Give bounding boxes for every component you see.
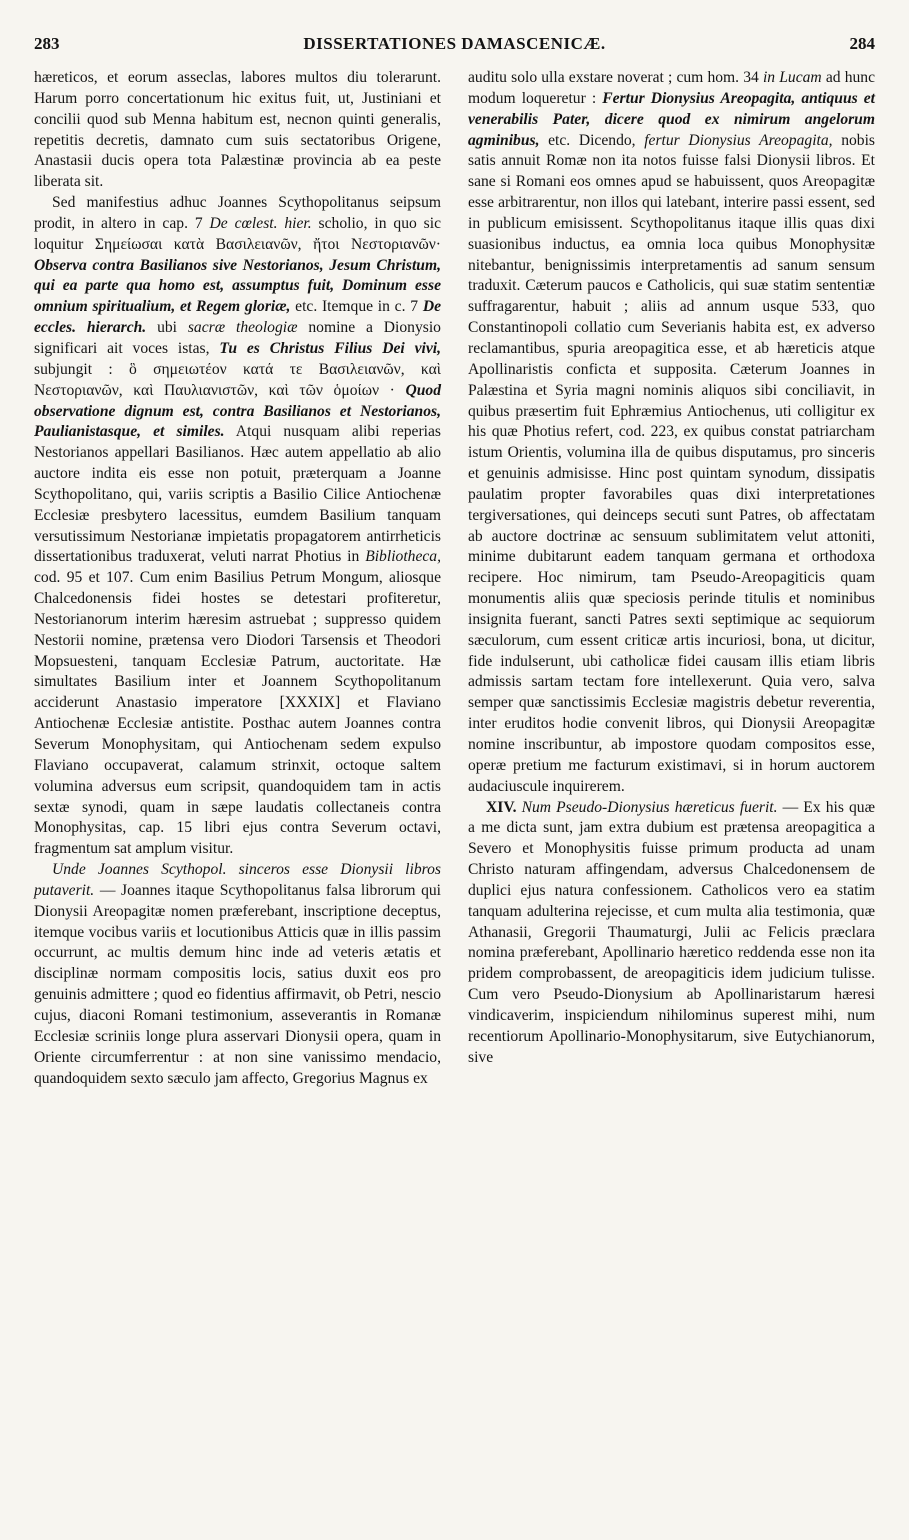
page-number-right: 284 [849, 34, 875, 53]
section-number: XIV. [486, 798, 517, 816]
right-column [468, 68, 875, 1089]
section-heading: Unde Joannes Scythopol. sinceros esse Dionysii libros putaverit. [34, 861, 441, 899]
paragraph: Sed manifestius adhuc Joannes Scythopolitanus seipsum prodit, in altero in cap. 7 De cœlest. hier. scholio, in quo sic loquitur Σημείωσαι κατὰ Βασιλειανῶν, ἤτοι Νεστοριανῶν· Observa contra Basilianos sive Nestorianos, Jesum Christum, qui ea parte qua homo est, assumptus fuit, Dominum esse omnium spiritualium, et Regem gloriæ, etc. Itemque in c. 7 De eccles. hierarch. ubi sacræ theologiæ nomine a Dionysio significari ait voces istas, Tu es Christus Filius Dei vivi, subjungit : ὃ σημειωτέον κατά τε Βασιλειανῶν, καὶ Νεστοριανῶν, καὶ Παυλιανιστῶν, καὶ τῶν ὁμοίων · Quod observatione dignum est, contra Basilianos et Nestorianos, Paulianistasque, et similes. Atqui nusquam alibi reperias Nestorianos appellari Basilianos. Hæc autem appellatio ab alio auctore indita eis esse non potuit, præterquam a Joanne Scythopolitano, qui, variis scriptis a Basilio Cilice Antiochenæ Ecclesiæ presbytero lacessitus, eumdem Basilium tanquam versutissimum Nestorianæ impietatis propagatorem antirrheticis dissertationibus traduxerat, veluti narrat Photius in Bibliotheca, cod. 95 et 107. Cum enim Basilius Petrum Mongum, aliosque Chalcedonensis fidei hostes se detestari profiteretur, Nestorianorum interim hæresim astruebat ; suppresso quidem Nestorii nomine, prætensa vero Diodori Tarsensis et Theodori Mopsuesteni, tanquam Ecclesiæ Patrum, auctoritate. Hæ simultates Basilium inter et Joannem Scythopolitanum acciderunt Anastasio imperatore [XXXIX] et Flaviano Antiochenæ Ecclesiæ antistite. Posthac autem Joannes contra Severum Monophysitam, qui Antiochenam sedem expulso Flaviano occupaverat, calamum strinxit, octoque saltem volumina adversus eum scripsit, quandoquidem tam in actis sextæ synodi, quam in sæpe laudatis collectaneis contra Monophysitas, cap. 15 libri ejus contra Severum octavi, fragmentum sat amplum visitur. [34, 194, 441, 858]
left-column [34, 68, 441, 1089]
running-title: DISSERTATIONES DAMASCENICÆ. [303, 34, 606, 53]
text-columns [34, 68, 875, 1089]
section-heading: Num Pseudo-Dionysius hæreticus fuerit. [521, 798, 778, 816]
paragraph: Unde Joannes Scythopol. sinceros esse Dionysii libros putaverit. — Joannes itaque Scythopolitanus falsa librorum qui Dionysii Areopagitæ nomen præferebant, inscriptione deceptus, itemque vocibus variis et locutionibus Atticis quæ in illis passim occurrunt, ac multis demum hinc inde ad veteris ætatis et disciplinæ normam compositis locis, satius duxit eos pro genuinis admittere ; quod eo fidentius affirmavit, ob Petri, nescio cujus, diaconi Romani testimonium, asseverantis in Romanæ Ecclesiæ scriniis longe plura asservari Dionysii opera, quam in Oriente circumferrentur : at non sine vanissimo mendacio, quandoquidem sexto sæculo jam affecto, Gregorius Magnus ex [34, 861, 441, 1087]
paragraph: hæreticos, et eorum asseclas, labores multos diu tolerarunt. Harum porro concertationum hic exitus fuit, ut, Justiniani et concilii quod sub Menna habitum est, necnon quinti generalis, repetitis decretis, damnato cum suis sectatoribus Origene, Anastasii ducis opera tota Palæstinæ provincia ab ea peste liberata sit. [34, 69, 441, 191]
running-header [34, 34, 875, 64]
page-number-left: 283 [34, 34, 60, 53]
paragraph: auditu solo ulla exstare noverat ; cum hom. 34 in Lucam ad hunc modum loqueretur : Fertur Dionysius Areopagita, antiquus et venerabilis Pater, dicere quod ex nimirum angelorum agminibus, etc. Dicendo, fertur Dionysius Areopagita, nobis satis annuit Romæ non ita notos fuisse falsi Dionysii libros. Et sane si Romani eos omnes apud se habuissent, quos Areopagitæ esse arbitrarentur, non illos qui latebant, interire passi essent, sed in publicum emisissent. Scythopolitanus itaque illis quas dixi suasionibus inductus, ea omnia loca quibus Monophysitæ nitebantur, benignissimis interpretamentis ad sanum sensum traduxit. Cæterum paucos e Catholicis, qui suæ statim sententiæ suffragarentur, habuit ; aliis ad annum usque 533, quo Constantinopoli collatio cum Severianis habita est, ex adverso reclamantibus, spuria areopagitica esse, et ab hæreticis atque Apollinaristis conficta et supposita. Cæterum Joannes in Palæstina et Syria magni nominis aliquos sibi conciliavit, in quibus præsertim fuit Ephræmius Antiochenus, uti colligitur ex his quæ Photius refert, cod. 223, ex quibus constat patriarcham istum Orientis, volumina illa de quibus disputamus, pro sinceris et genuinis admisisse. Hinc post quintam synodum, dissipatis paulatim propter favorabiles quas dixi interpretationes tergiversationes, qui deinceps secuti sunt Patres, ob affectatam ab auctore doctrinæ ac sensuum sublimitatem velut attoniti, minime dubitarunt eadem tanquam germana et orthodoxa recipere. Hoc nimirum, tam Pseudo-Areopagiticis quam monumentis aliis quæ speciosis perinde titulis et nominibus insignita fuerant, sancti Patres sexti septimique ac sequiorum sæculorum, cum essent criticæ artis incuriosi, bona, ut dicitur, fide indulserunt, ubi catholicæ fidei causam illis etiam libris admissis sartam tectam fore intellexerunt. Quia vero, salva semper quæ sanctissimis Ecclesiæ magistris debetur reverentia, inter eruditos hodie convenit libros, qui Dionysii Areopagitæ nomine inscribuntur, ab impostore quodam compositos esse, operæ pretium me facturum existimavi, si in horum auctorem audaciuscule inquirerem. [468, 69, 876, 795]
paragraph: XIV. Num Pseudo-Dionysius hæreticus fuerit. — Ex his quæ a me dicta sunt, jam extra dubium est prætensa areopagitica a Severo et Monophysitis fuisse primum producta ad unam Christo naturam affingendam, adversus Chalcedonensem de duplici ejus natura confessionem. Catholicos vero ea statim tanquam adulterina rejecisse, et cum multa alia testimonia, quæ Athanasii, Gregorii Thaumaturgi, Julii ac Felicis præclara nomina præferebant, Apollinario hæretico reddenda esse non ita pridem comprobassent, de areopagiticis idem judicium tulisse. Cum vero Pseudo-Dionysium ab Apollinaristarum hæresi vindicaverim, inspiciendum nihilominus superest mihi, num recentiorum Apollinario-Monophysitarum, sive Eutychianorum, sive [468, 798, 875, 1066]
